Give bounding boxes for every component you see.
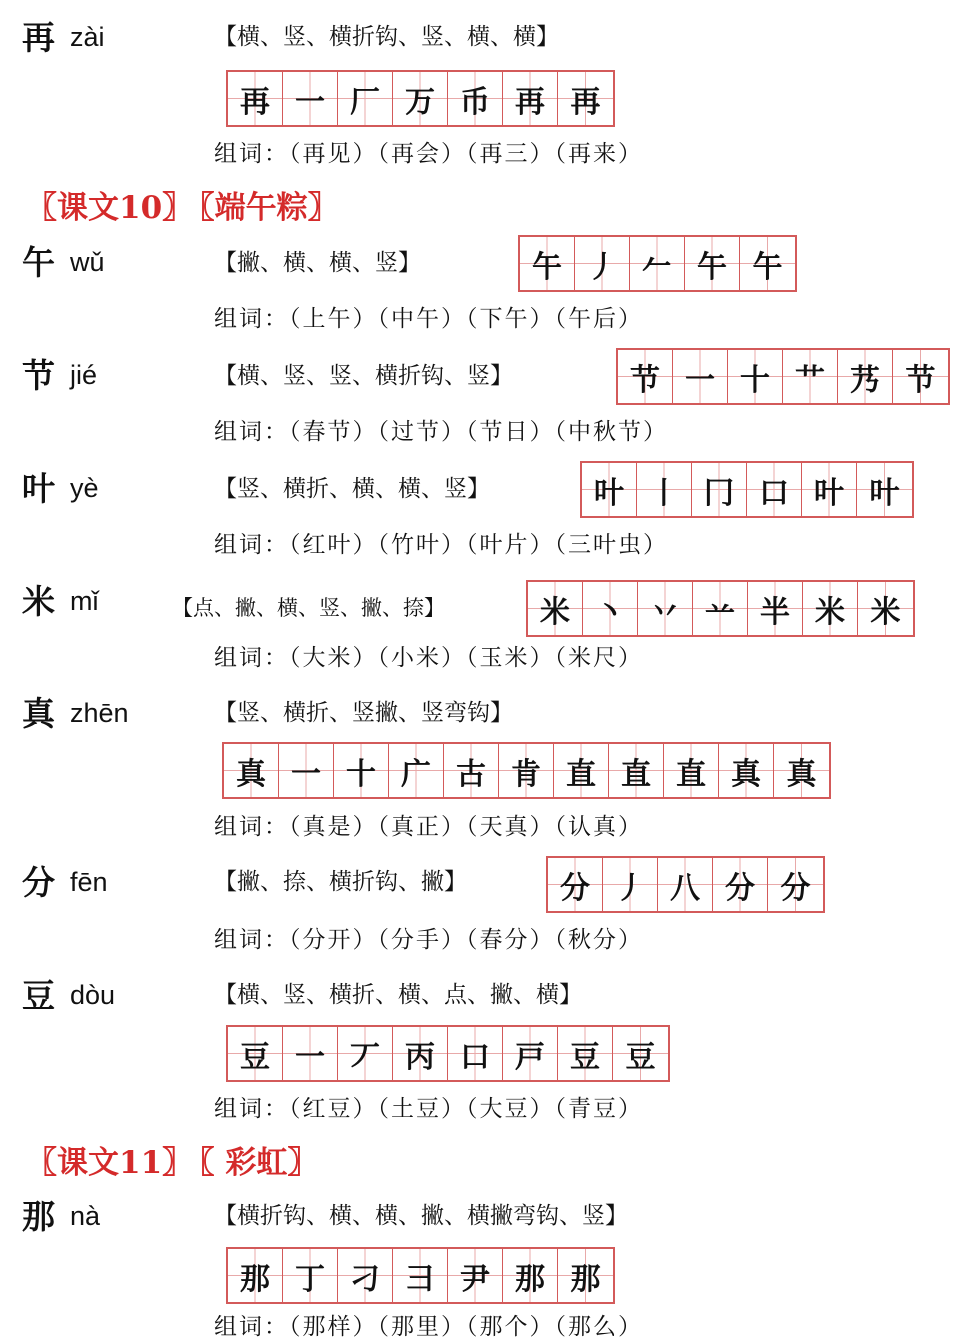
stroke-step-glyph: 真 <box>786 756 817 792</box>
stroke-step-glyph: 口 <box>759 475 789 511</box>
stroke-step-glyph: 午 <box>752 249 783 285</box>
stroke-step-cell <box>713 858 768 911</box>
stroke-step-cell <box>393 1249 448 1302</box>
words-list: （红叶）（竹叶）（叶片）（三叶虫） <box>289 532 668 558</box>
stroke-step-glyph: 十 <box>346 756 376 792</box>
words-zai <box>214 137 643 171</box>
stroke-step-cell <box>630 237 685 290</box>
words-label: 组词： <box>214 141 289 167</box>
stroke-step-glyph: 真 <box>731 756 761 792</box>
stroke-step-cell <box>503 1249 558 1302</box>
words-label: 组词： <box>214 645 289 671</box>
stroke-grid-mi <box>526 580 915 637</box>
stroke-step-glyph: 冂 <box>704 475 734 511</box>
stroke-step-cell <box>393 1027 448 1080</box>
stroke-step-glyph: 再 <box>240 84 270 120</box>
stroke-step-cell <box>448 1249 503 1302</box>
stroke-step-cell <box>499 744 554 797</box>
stroke-step-cell <box>637 463 692 516</box>
stroke-step-glyph: 一 <box>295 84 325 120</box>
stroke-step-glyph: 彐 <box>405 1261 435 1297</box>
stroke-step-glyph: 肯 <box>511 756 541 792</box>
stroke-step-glyph: 豆 <box>570 1039 600 1075</box>
stroke-step-cell <box>893 350 948 403</box>
lesson-title: 〖端午粽〗 <box>199 190 339 226</box>
pinyin-ye: yè <box>70 473 99 503</box>
strokes-na: 【横折钩、横、横、撇、横撇弯钩、竖】 <box>214 1203 628 1229</box>
stroke-step-glyph: 䒑 <box>705 594 735 630</box>
words-list: （大米）（小米）（玉米）（米尺） <box>289 645 643 671</box>
stroke-step-glyph: 再 <box>515 84 545 120</box>
stroke-step-glyph: 艹 <box>795 362 825 398</box>
stroke-step-cell <box>609 744 664 797</box>
stroke-step-cell <box>338 1249 393 1302</box>
words-label: 组词： <box>214 1096 289 1122</box>
words-label: 组词： <box>214 1314 289 1340</box>
pinyin-jie: jié <box>70 360 98 390</box>
stroke-step-cell <box>503 72 558 125</box>
pinyin-fen: fēn <box>70 867 108 897</box>
stroke-step-glyph: 分 <box>560 870 590 906</box>
words-label: 组词： <box>214 532 289 558</box>
stroke-step-cell <box>393 72 448 125</box>
stroke-step-cell <box>554 744 609 797</box>
strokes-mi: 【点、撇、横、竖、撇、捺】 <box>172 596 445 620</box>
strokes-dou: 【横、竖、横折、横、点、撇、横】 <box>214 982 582 1008</box>
stroke-step-cell <box>857 463 912 516</box>
stroke-step-cell <box>389 744 444 797</box>
strokes-ye: 【竖、横折、横、横、竖】 <box>214 476 490 502</box>
stroke-step-glyph: 分 <box>780 870 811 906</box>
stroke-step-cell <box>693 582 748 635</box>
stroke-step-glyph: 丿 <box>615 870 645 906</box>
stroke-step-cell <box>228 72 283 125</box>
stroke-step-glyph: 丷 <box>650 594 680 630</box>
char-na: 那 <box>22 1197 55 1236</box>
stroke-grid-dou <box>226 1025 670 1082</box>
stroke-step-cell <box>283 72 338 125</box>
stroke-step-cell <box>228 1249 283 1302</box>
stroke-step-glyph: 丆 <box>350 1039 380 1075</box>
stroke-grid-wu <box>518 235 797 292</box>
stroke-step-cell <box>768 858 823 911</box>
stroke-step-cell <box>838 350 893 403</box>
stroke-step-glyph: 一 <box>685 362 715 398</box>
lesson-heading-10 <box>26 186 345 230</box>
stroke-step-cell <box>520 237 575 290</box>
words-jie <box>214 415 668 449</box>
stroke-step-glyph: 节 <box>630 362 660 398</box>
stroke-step-glyph: 豆 <box>625 1039 656 1075</box>
stroke-step-cell <box>664 744 719 797</box>
strokes-jie: 【横、竖、竖、横折钩、竖】 <box>214 363 513 389</box>
stroke-step-cell <box>858 582 913 635</box>
pinyin-dou: dòu <box>70 980 116 1010</box>
stroke-step-cell <box>444 744 499 797</box>
stroke-step-glyph: 分 <box>725 870 755 906</box>
stroke-step-glyph: 丶 <box>595 594 625 630</box>
words-list: （分开）（分手）（春分）（秋分） <box>289 927 643 953</box>
stroke-step-glyph: 豆 <box>240 1039 270 1075</box>
stroke-step-glyph: 半 <box>760 594 790 630</box>
stroke-step-glyph: 叶 <box>594 475 624 511</box>
words-label: 组词： <box>214 419 289 445</box>
char-jie: 节 <box>22 356 55 395</box>
words-list: （真是）（真正）（天真）（认真） <box>289 814 643 840</box>
stroke-grid-jie <box>616 348 950 405</box>
stroke-step-cell <box>279 744 334 797</box>
words-list: （再见）（再会）（再三）（再来） <box>289 141 643 167</box>
stroke-step-cell <box>548 858 603 911</box>
stroke-step-glyph: 一 <box>291 756 321 792</box>
stroke-step-cell <box>448 72 503 125</box>
strokes-zhen: 【竖、横折、竖撇、竖弯钩】 <box>214 700 513 726</box>
stroke-step-cell <box>558 72 613 125</box>
stroke-step-cell <box>283 1249 338 1302</box>
char-mi: 米 <box>22 582 55 621</box>
stroke-step-glyph: 𠂉 <box>642 249 672 285</box>
strokes-wu: 【撇、横、横、竖】 <box>214 250 421 276</box>
words-list: （春节）（过节）（节日）（中秋节） <box>289 419 668 445</box>
stroke-step-cell <box>748 582 803 635</box>
stroke-step-glyph: 丙 <box>405 1039 435 1075</box>
stroke-step-cell <box>603 858 658 911</box>
stroke-step-cell <box>575 237 630 290</box>
words-fen <box>214 923 643 957</box>
stroke-step-glyph: 叶 <box>869 475 900 511</box>
char-dou: 豆 <box>22 976 55 1015</box>
stroke-step-cell <box>783 350 838 403</box>
stroke-step-glyph: 叶 <box>814 475 844 511</box>
stroke-grid-fen <box>546 856 825 913</box>
stroke-step-glyph: 那 <box>570 1261 601 1297</box>
stroke-step-cell <box>338 1027 393 1080</box>
pinyin-mi: mǐ <box>70 586 99 616</box>
stroke-step-glyph: 米 <box>815 594 845 630</box>
stroke-step-cell <box>803 582 858 635</box>
words-zhen <box>214 810 643 844</box>
stroke-step-glyph: 真 <box>236 756 266 792</box>
stroke-step-glyph: 丁 <box>295 1261 325 1297</box>
words-dou <box>214 1092 643 1126</box>
stroke-step-cell <box>224 744 279 797</box>
stroke-step-cell <box>528 582 583 635</box>
stroke-step-cell <box>613 1027 668 1080</box>
stroke-step-glyph: 节 <box>905 362 936 398</box>
stroke-step-cell <box>228 1027 283 1080</box>
stroke-step-cell <box>719 744 774 797</box>
words-label: 组词： <box>214 927 289 953</box>
pinyin-wu: wǔ <box>70 247 105 277</box>
stroke-step-glyph: 午 <box>697 249 727 285</box>
lesson-title: 〖 彩虹〗 <box>199 1145 319 1181</box>
stroke-step-cell <box>747 463 802 516</box>
stroke-step-glyph: 午 <box>532 249 562 285</box>
stroke-step-glyph: 尹 <box>460 1261 490 1297</box>
stroke-step-glyph: 米 <box>870 594 901 630</box>
stroke-step-glyph: 那 <box>240 1261 270 1297</box>
stroke-step-cell <box>618 350 673 403</box>
stroke-step-glyph: 厂 <box>350 84 380 120</box>
stroke-step-cell <box>685 237 740 290</box>
stroke-step-glyph: 十 <box>740 362 770 398</box>
char-ye: 叶 <box>22 469 55 508</box>
stroke-step-glyph: 戸 <box>515 1039 545 1075</box>
stroke-step-glyph: 再 <box>570 84 601 120</box>
stroke-step-cell <box>503 1027 558 1080</box>
words-list: （上午）（中午）（下午）（午后） <box>289 306 643 332</box>
stroke-step-glyph: 一 <box>295 1039 325 1075</box>
stroke-step-glyph: 万 <box>405 84 435 120</box>
stroke-step-cell <box>558 1249 613 1302</box>
strokes-zai: 【横、竖、横折钩、竖、横、横】 <box>214 24 559 50</box>
stroke-step-cell <box>338 72 393 125</box>
words-ye <box>214 528 668 562</box>
stroke-step-glyph: 直 <box>676 756 706 792</box>
stroke-step-cell <box>582 463 637 516</box>
stroke-step-glyph: 米 <box>540 594 570 630</box>
stroke-step-cell <box>740 237 795 290</box>
stroke-step-glyph: 广 <box>401 756 431 792</box>
stroke-step-cell <box>283 1027 338 1080</box>
stroke-grid-ye <box>580 461 914 518</box>
char-zhen: 真 <box>22 694 55 733</box>
stroke-step-glyph: 口 <box>460 1039 490 1075</box>
stroke-step-cell <box>692 463 747 516</box>
stroke-step-glyph: 那 <box>515 1261 545 1297</box>
stroke-step-cell <box>774 744 829 797</box>
stroke-step-glyph: 丿 <box>587 249 617 285</box>
strokes-fen: 【撇、捺、横折钩、撇】 <box>214 869 467 895</box>
words-label: 组词： <box>214 306 289 332</box>
lesson-number: 〖课文11〗 <box>26 1145 194 1181</box>
stroke-step-cell <box>673 350 728 403</box>
words-list: （红豆）（土豆）（大豆）（青豆） <box>289 1096 643 1122</box>
stroke-grid-zhen <box>222 742 831 799</box>
lesson-number: 〖课文10〗 <box>26 190 194 226</box>
char-zai: 再 <box>22 18 55 57</box>
stroke-step-glyph: 刁 <box>350 1261 380 1297</box>
stroke-step-glyph: 直 <box>621 756 651 792</box>
pinyin-na: nà <box>70 1201 101 1231</box>
words-mi <box>214 641 643 675</box>
stroke-step-cell <box>448 1027 503 1080</box>
stroke-step-glyph: 艿 <box>850 362 880 398</box>
words-label: 组词： <box>214 814 289 840</box>
char-fen: 分 <box>22 863 55 902</box>
words-na <box>214 1310 643 1344</box>
stroke-step-glyph: 丨 <box>649 475 679 511</box>
stroke-step-cell <box>583 582 638 635</box>
char-wu: 午 <box>22 243 55 282</box>
stroke-step-glyph: 八 <box>670 870 700 906</box>
stroke-step-cell <box>558 1027 613 1080</box>
words-wu <box>214 302 643 336</box>
words-list: （那样）（那里）（那个）（那么） <box>289 1314 643 1340</box>
stroke-step-cell <box>638 582 693 635</box>
stroke-step-cell <box>728 350 783 403</box>
lesson-heading-11 <box>26 1141 324 1185</box>
stroke-grid-na <box>226 1247 615 1304</box>
pinyin-zhen: zhēn <box>70 698 129 728</box>
stroke-step-glyph: 直 <box>566 756 596 792</box>
stroke-step-cell <box>658 858 713 911</box>
stroke-grid-zai <box>226 70 615 127</box>
stroke-step-glyph: 古 <box>456 756 486 792</box>
stroke-step-glyph: 币 <box>460 84 490 120</box>
stroke-step-cell <box>802 463 857 516</box>
stroke-step-cell <box>334 744 389 797</box>
pinyin-zai: zài <box>70 22 105 52</box>
